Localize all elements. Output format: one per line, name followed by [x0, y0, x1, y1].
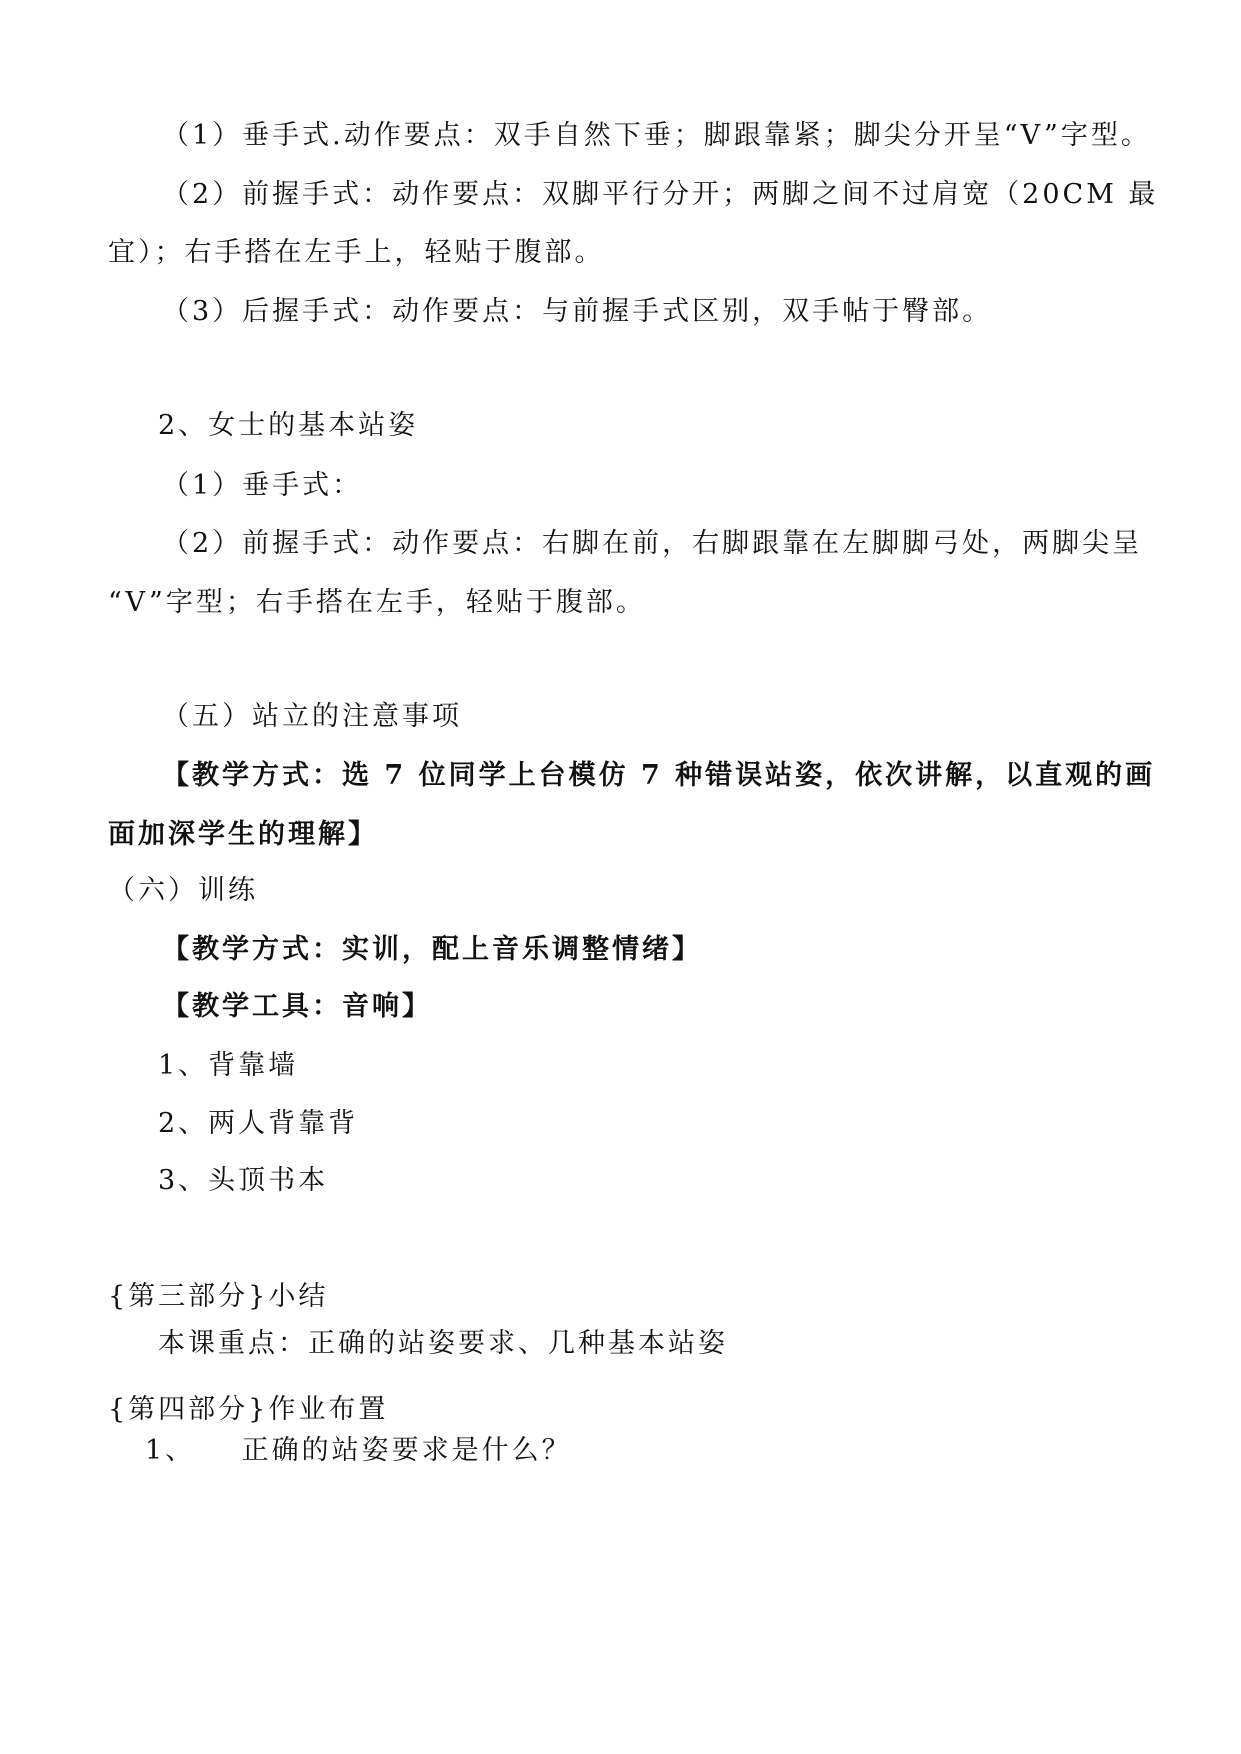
training-item-2: 2、两人背靠背	[158, 1108, 359, 1139]
line-men-front-grip: （2）前握手式：动作要点：双脚平行分开；两脚之间不过肩宽（20CM 最	[162, 179, 1159, 210]
heading-part-four: {第四部分}作业布置	[108, 1394, 389, 1425]
training-item-1: 1、背靠墙	[158, 1050, 299, 1081]
heading-training: （六）训练	[108, 875, 258, 906]
heading-part-three: {第三部分}小结	[108, 1281, 329, 1312]
line-men-hands-down: （1）垂手式.动作要点：双手自然下垂；脚跟靠紧；脚尖分开呈“V”字型。	[162, 120, 1151, 151]
line-men-back-grip: （3）后握手式：动作要点：与前握手式区别，双手帖于臀部。	[162, 296, 993, 327]
training-item-3: 3、头顶书本	[158, 1165, 329, 1196]
summary-key-points: 本课重点：正确的站姿要求、几种基本站姿	[158, 1328, 728, 1359]
line-women-front-grip-cont: “V”字型；右手搭在左手，轻贴于腹部。	[108, 587, 646, 618]
homework-item-1: 1、 正确的站姿要求是什么？	[145, 1435, 572, 1466]
line-men-front-grip-cont: 宜）；右手搭在左手上，轻贴于腹部。	[108, 237, 605, 268]
line-women-front-grip: （2）前握手式：动作要点：右脚在前，右脚跟靠在左脚脚弓处，两脚尖呈	[162, 528, 1143, 559]
teaching-method-training: 【教学方式：实训，配上音乐调整情绪】	[162, 934, 702, 965]
heading-standing-notes: （五）站立的注意事项	[162, 701, 462, 732]
teaching-method-notes-cont: 面加深学生的理解】	[108, 819, 378, 850]
heading-women-stance: 2、女士的基本站姿	[158, 410, 419, 441]
line-women-hands-down: （1）垂手式：	[162, 470, 363, 501]
teaching-method-notes: 【教学方式：选 7 位同学上台模仿 7 种错误站姿，依次讲解，以直观的画	[162, 760, 1156, 791]
teaching-tools: 【教学工具：音响】	[162, 991, 432, 1022]
